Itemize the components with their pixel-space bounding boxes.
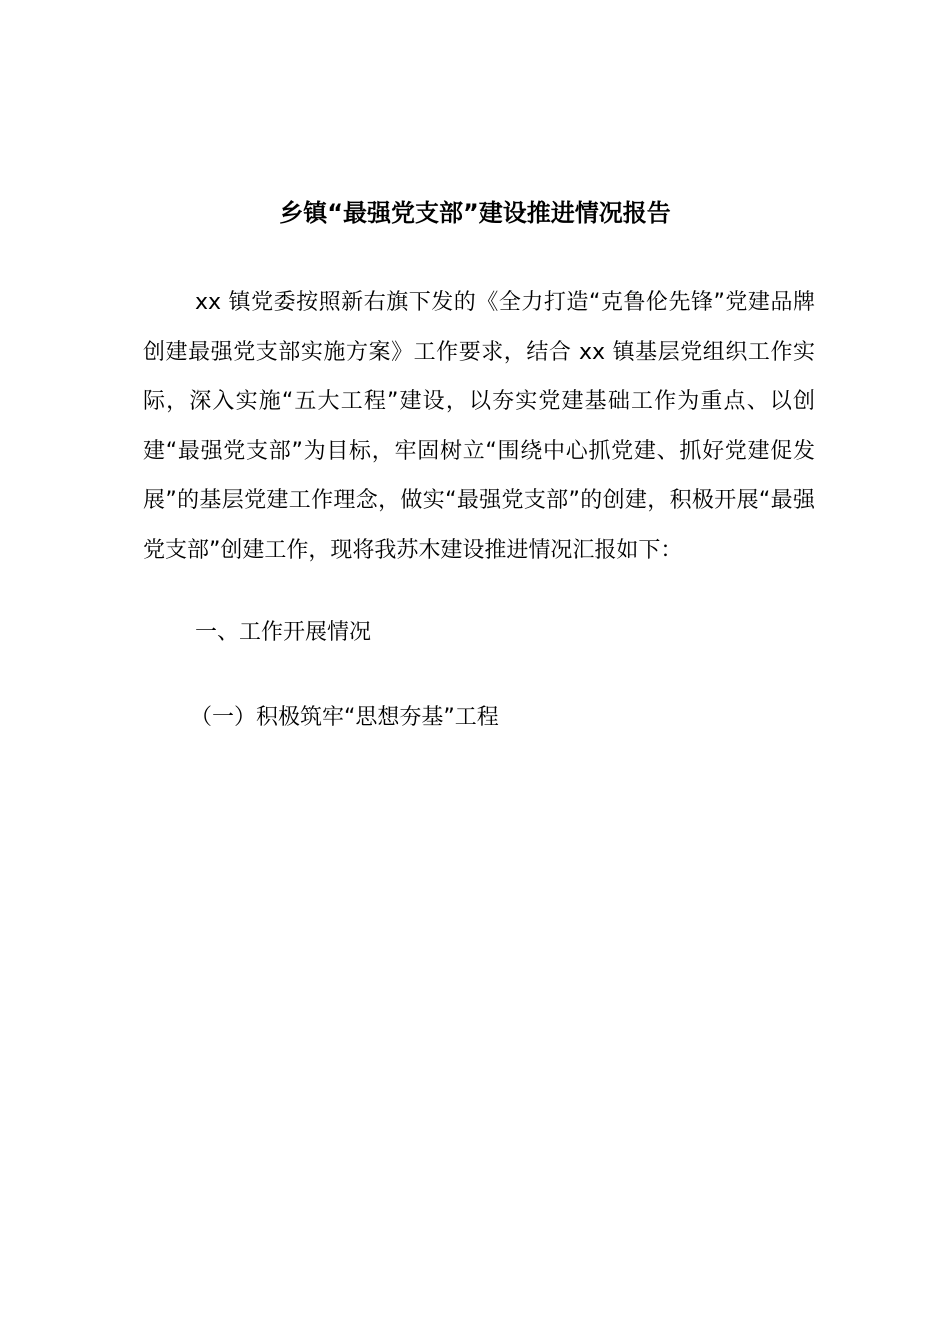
intro-paragraph: xx 镇党委按照新右旗下发的《全力打造“克鲁伦先锋”党建品牌创建最强党支部实施方案》工作要求，结合 xx 镇基层党组织工作实际，深入实施“五大工程”建设，以夯实党建基础工作为重点、以创建“最强党支部”为目标，牢固树立“围绕中心抓党建、抓好党建促发展”的基层党建工作理念，做实“最强党支部”的创建，积极开展“最强党支部”创建工作，现将我苏木建设推进情况汇报如下：: [143, 290, 815, 563]
section-heading: 一、工作开展情况: [195, 620, 372, 645]
document-title: 乡镇“最强党支部”建设推进情况报告: [279, 199, 671, 227]
subsection-heading: （一）积极筑牢“思想夯基”工程: [190, 705, 499, 730]
